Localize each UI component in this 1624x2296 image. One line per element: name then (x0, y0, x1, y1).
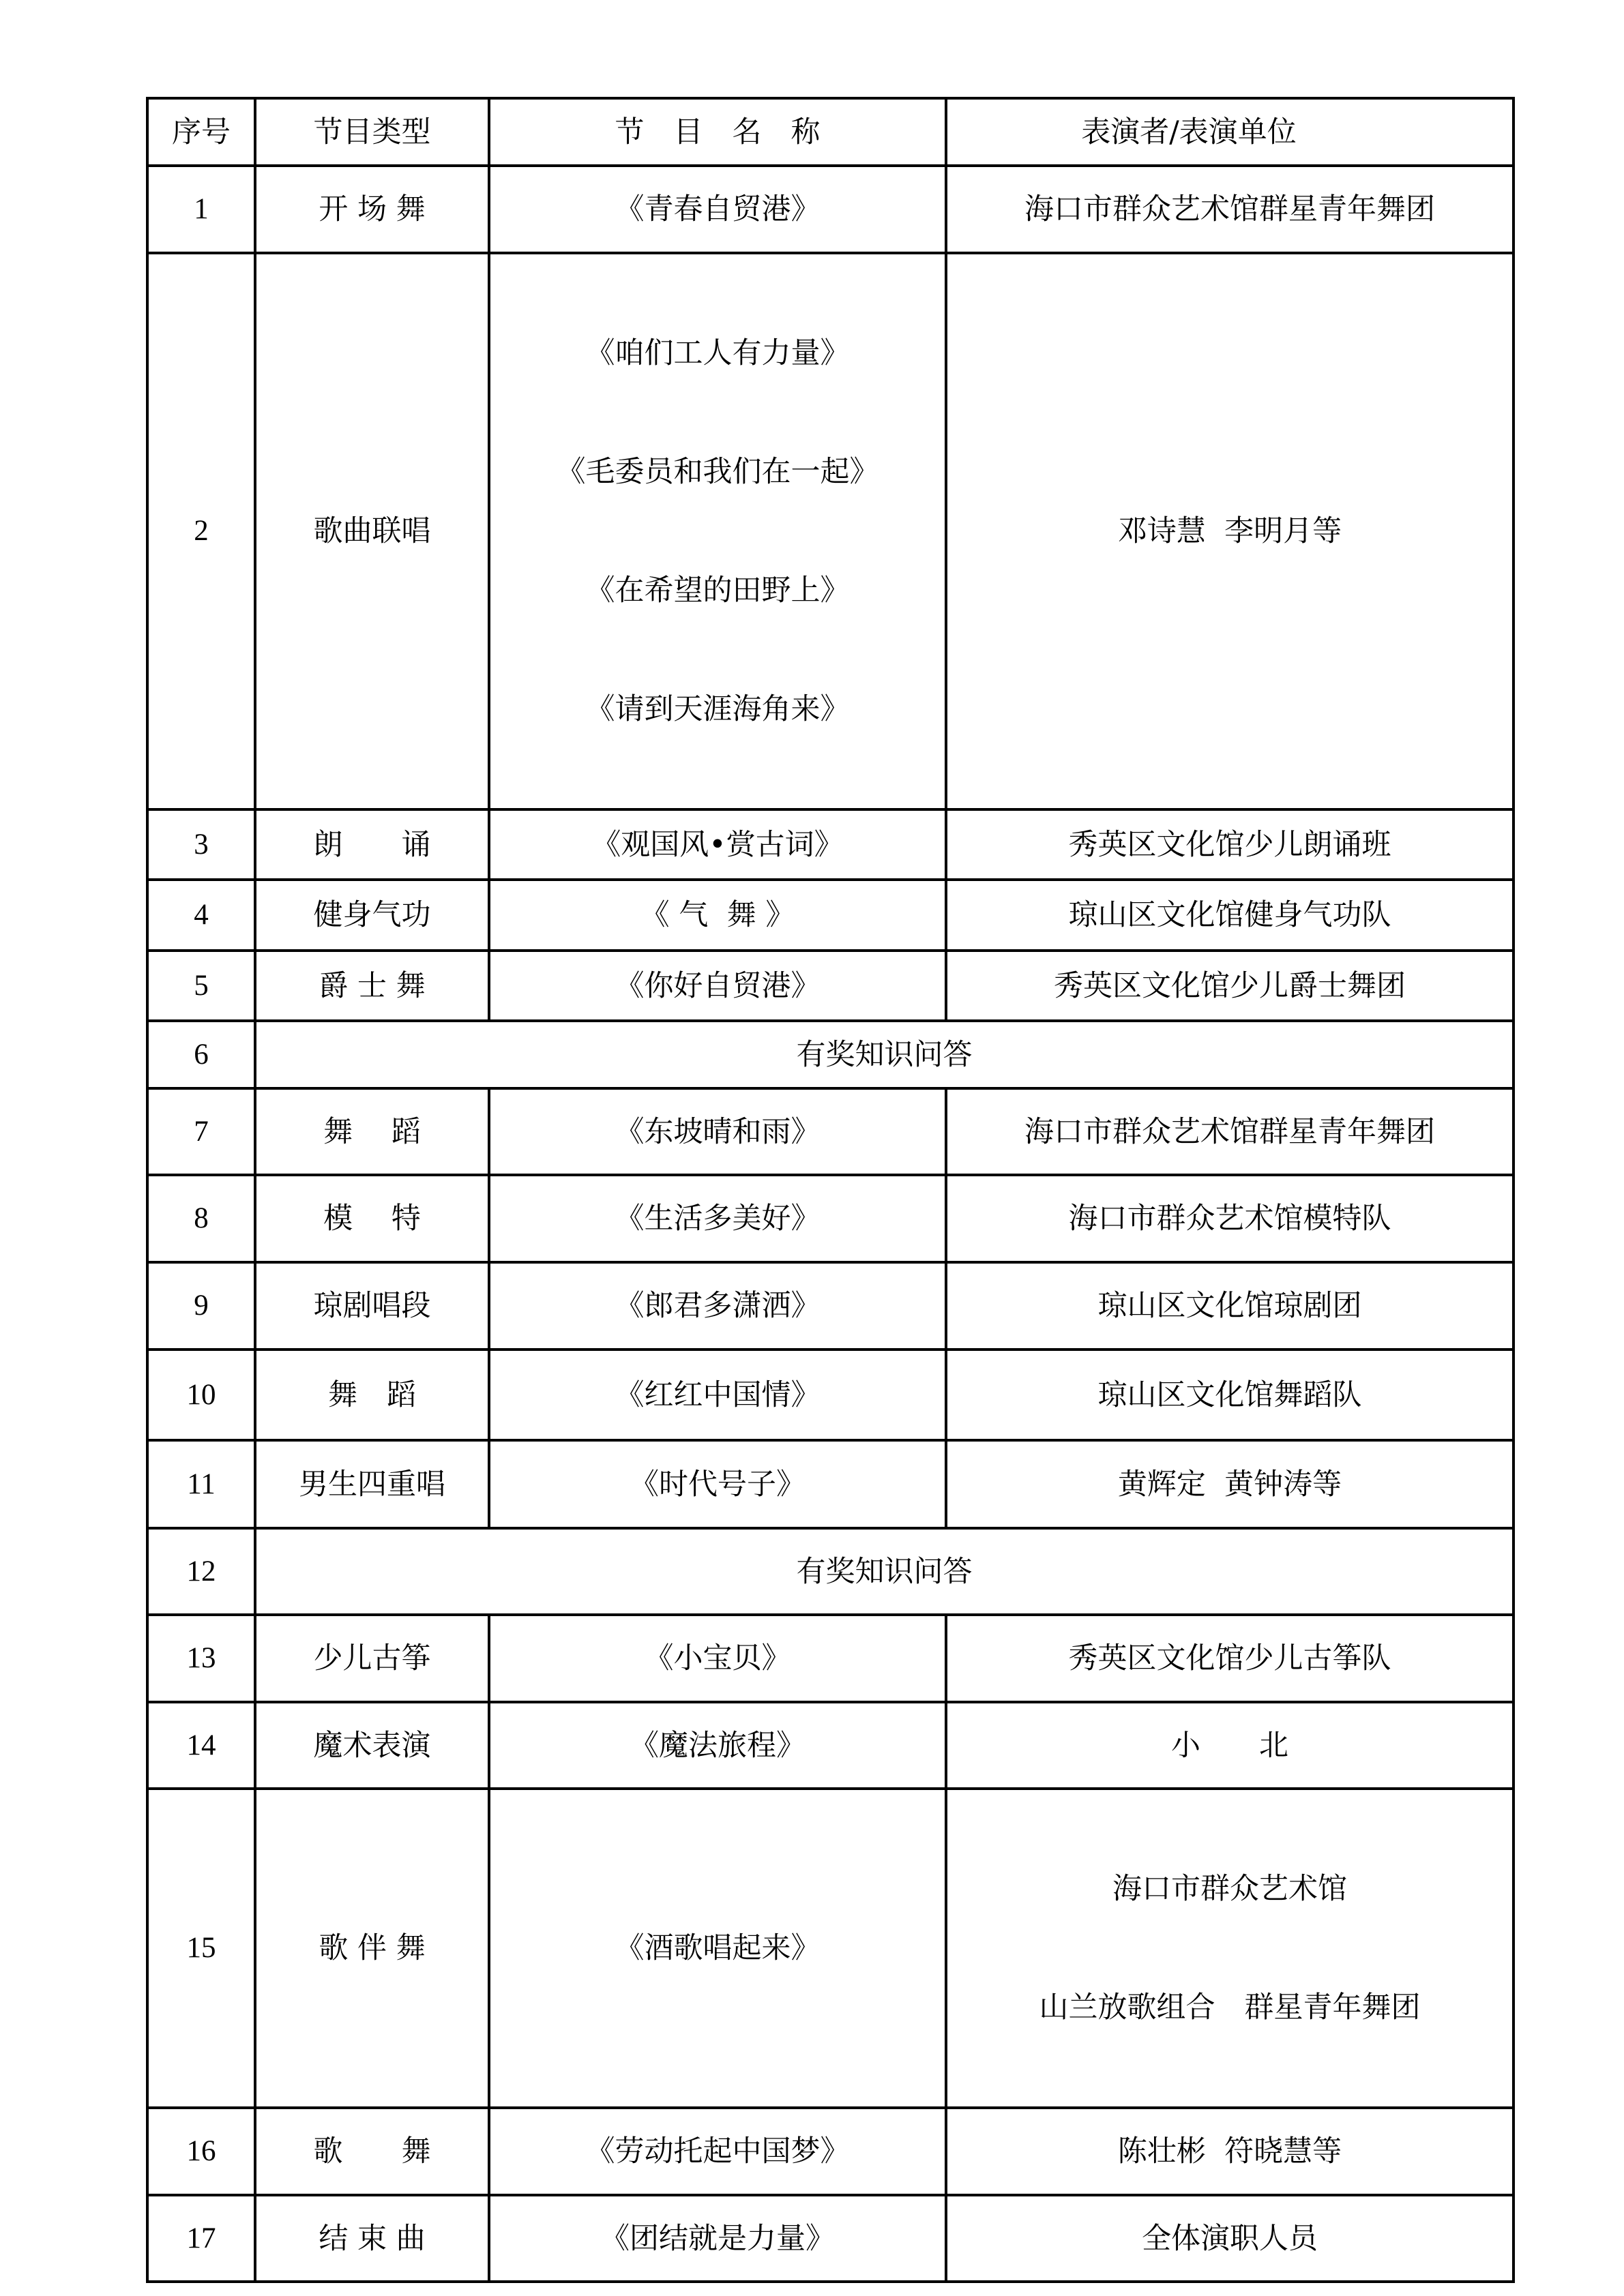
program-title: 《团结就是力量》 (600, 2221, 835, 2256)
program-title: 《生活多美好》 (615, 1202, 821, 1236)
table-row (147, 1702, 1514, 1789)
row-no: 4 (147, 880, 255, 951)
table-row (147, 809, 1514, 880)
row-no: 14 (147, 1702, 255, 1789)
performer-line: 琼山区文化馆舞蹈队 (1097, 1377, 1362, 1412)
performer-line: 海口市群众艺术馆群星青年舞团 (1024, 1114, 1435, 1149)
row-no: 11 (147, 1440, 255, 1528)
program-title: 《魔法旅程》 (630, 1728, 806, 1763)
performer-line: 秀英区文化馆少儿爵士舞团 (1054, 968, 1406, 1003)
table-header-row (147, 98, 1514, 166)
performer-line: 琼山区文化馆健身气功队 (1068, 898, 1391, 932)
program-title: 《时代号子》 (630, 1467, 806, 1502)
program-title: 《小宝贝》 (644, 1641, 791, 1675)
performer-line: 海口市群众艺术馆模特队 (1068, 1202, 1391, 1236)
row-performer (946, 1175, 1514, 1262)
row-name (489, 2195, 946, 2282)
performer-line: 邓诗慧 李明月等 (1117, 514, 1342, 548)
program-title: 《青春自贸港》 (615, 192, 821, 226)
row-name (489, 1262, 946, 1350)
row-no: 8 (147, 1175, 255, 1262)
table-row-quiz (147, 1021, 1514, 1088)
row-type: 健身气功 (255, 880, 489, 951)
row-type: 朗 诵 (255, 809, 489, 880)
row-type: 魔术表演 (255, 1702, 489, 1789)
table-row-quiz (147, 1528, 1514, 1615)
header-name: 节 目 名 称 (489, 98, 946, 166)
row-performer (946, 166, 1514, 253)
row-name (489, 1088, 946, 1175)
row-type: 男生四重唱 (255, 1440, 489, 1528)
program-table (146, 97, 1515, 2283)
row-no: 12 (147, 1528, 255, 1615)
row-no: 9 (147, 1262, 255, 1350)
row-no: 6 (147, 1021, 255, 1088)
row-type: 舞 蹈 (255, 1088, 489, 1175)
row-performer (946, 1440, 1514, 1528)
row-performer (946, 1615, 1514, 1702)
performer-line: 琼山区文化馆琼剧团 (1097, 1289, 1362, 1323)
row-name (489, 253, 946, 809)
program-title: 《观国风•赏古词》 (591, 827, 844, 862)
performer-line: 秀英区文化馆少儿古筝队 (1068, 1641, 1391, 1675)
header-performer: 表演者/表演单位 (946, 98, 1514, 166)
row-type: 琼剧唱段 (255, 1262, 489, 1350)
row-performer (946, 2195, 1514, 2282)
row-no: 5 (147, 951, 255, 1021)
table-row (147, 1615, 1514, 1702)
table-row (147, 880, 1514, 951)
header-no: 序号 (147, 98, 255, 166)
program-title: 《酒歌唱起来》 (615, 1931, 821, 1965)
table-row (147, 1789, 1514, 2108)
row-no: 1 (147, 166, 255, 253)
program-title: 《在希望的田野上》 (585, 573, 850, 608)
program-title: 《东坡晴和雨》 (615, 1114, 821, 1149)
row-name (489, 166, 946, 253)
row-performer (946, 2108, 1514, 2195)
row-name (489, 1789, 946, 2108)
performer-line: 山兰放歌组合 群星青年舞团 (1039, 1991, 1421, 2025)
row-name (489, 1175, 946, 1262)
row-name (489, 880, 946, 951)
quiz-merged-cell: 有奖知识问答 (255, 1021, 1514, 1088)
row-type: 结 束 曲 (255, 2195, 489, 2282)
row-name (489, 809, 946, 880)
row-type: 开 场 舞 (255, 166, 489, 253)
table-row (147, 1175, 1514, 1262)
row-performer (946, 1262, 1514, 1350)
row-type: 模 特 (255, 1175, 489, 1262)
table-row (147, 166, 1514, 253)
program-title: 《你好自贸港》 (615, 968, 821, 1003)
row-performer (946, 1702, 1514, 1789)
table-row (147, 1440, 1514, 1528)
table-row (147, 2195, 1514, 2282)
row-type: 少儿古筝 (255, 1615, 489, 1702)
row-type: 歌 舞 (255, 2108, 489, 2195)
header-type: 节目类型 (255, 98, 489, 166)
performer-line: 秀英区文化馆少儿朗诵班 (1068, 827, 1391, 862)
row-type: 歌 伴 舞 (255, 1789, 489, 2108)
row-performer (946, 880, 1514, 951)
row-no: 7 (147, 1088, 255, 1175)
performer-line: 海口市群众艺术馆 (1112, 1872, 1347, 1906)
row-name (489, 1702, 946, 1789)
program-title: 《红红中国情》 (615, 1377, 821, 1412)
performer-line: 全体演职人员 (1142, 2221, 1318, 2256)
row-performer (946, 253, 1514, 809)
quiz-merged-cell: 有奖知识问答 (255, 1528, 1514, 1615)
row-performer (946, 1350, 1514, 1440)
row-name (489, 2108, 946, 2195)
row-name (489, 1350, 946, 1440)
row-name (489, 1440, 946, 1528)
program-title: 《 气 舞 》 (640, 898, 795, 932)
program-title: 《劳动托起中国梦》 (585, 2134, 850, 2168)
row-no: 13 (147, 1615, 255, 1702)
performer-line: 小 北 (1171, 1728, 1288, 1763)
row-no: 3 (147, 809, 255, 880)
table-row (147, 951, 1514, 1021)
table-row (147, 1088, 1514, 1175)
performer-line: 黄辉定 黄钟涛等 (1117, 1467, 1342, 1502)
row-performer (946, 951, 1514, 1021)
performer-line: 海口市群众艺术馆群星青年舞团 (1024, 192, 1435, 226)
table-row (147, 1262, 1514, 1350)
row-performer (946, 1789, 1514, 2108)
row-no: 17 (147, 2195, 255, 2282)
row-no: 15 (147, 1789, 255, 2108)
row-performer (946, 809, 1514, 880)
program-title: 《郎君多潇洒》 (615, 1289, 821, 1323)
row-no: 2 (147, 253, 255, 809)
row-no: 16 (147, 2108, 255, 2195)
row-no: 10 (147, 1350, 255, 1440)
row-performer (946, 1088, 1514, 1175)
program-title: 《请到天涯海角来》 (585, 692, 850, 726)
row-type: 爵 士 舞 (255, 951, 489, 1021)
program-title: 《毛委员和我们在一起》 (556, 455, 879, 489)
performer-line: 陈壮彬 符晓慧等 (1117, 2134, 1342, 2168)
row-type: 舞 蹈 (255, 1350, 489, 1440)
table-row (147, 253, 1514, 809)
table-row (147, 1350, 1514, 1440)
row-name (489, 951, 946, 1021)
row-name (489, 1615, 946, 1702)
program-title: 《咱们工人有力量》 (585, 336, 850, 370)
row-type: 歌曲联唱 (255, 253, 489, 809)
table-row (147, 2108, 1514, 2195)
